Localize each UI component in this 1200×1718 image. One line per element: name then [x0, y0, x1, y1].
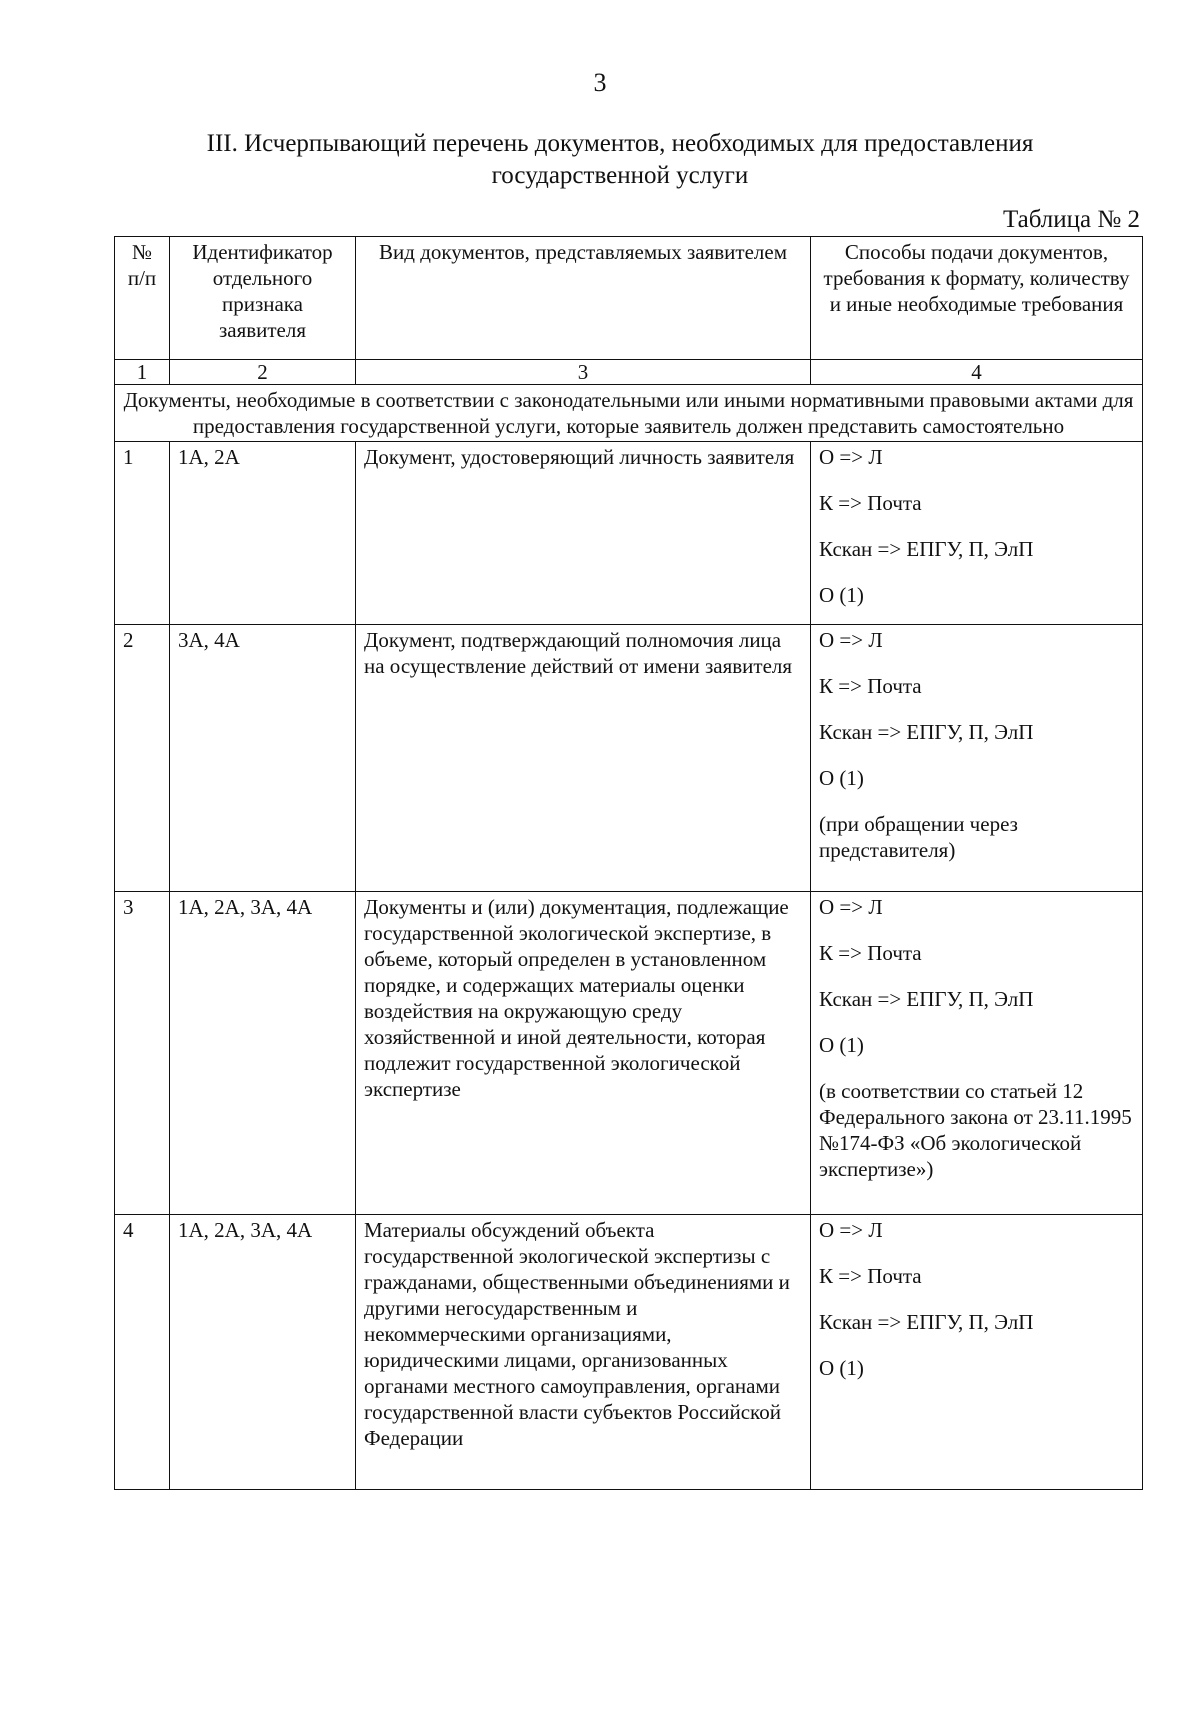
requirement-line: Кскан => ЕПГУ, П, ЭлП	[819, 987, 1034, 1011]
page-number: 3	[593, 68, 607, 97]
row-document: Документ, подтверждающий полномочия лица на осуществление действий от имени заявителя	[356, 625, 811, 892]
requirement-line: О => Л	[819, 895, 883, 919]
requirement-line: К => Почта	[819, 674, 922, 698]
requirement-line: О (1)	[819, 583, 864, 607]
row-identifier: 1А, 2А	[170, 442, 356, 625]
requirement-line: К => Почта	[819, 941, 922, 965]
row-identifier: 1А, 2А, 3А, 4А	[170, 1215, 356, 1490]
row-requirements	[811, 1215, 1143, 1490]
documents-table	[114, 236, 1143, 1490]
group-heading-row	[115, 385, 1143, 442]
header-row	[115, 237, 1143, 360]
table-row	[115, 892, 1143, 1215]
requirement-line: О => Л	[819, 1218, 883, 1242]
requirement-line: Кскан => ЕПГУ, П, ЭлП	[819, 720, 1034, 744]
section-title-line: государственной услуги	[491, 162, 749, 189]
requirement-line: О (1)	[819, 1356, 864, 1380]
row-requirements	[811, 442, 1143, 625]
table-row	[115, 442, 1143, 625]
group-heading: Документы, необходимые в соответствии с законодательными или иными нормативными правовыми актами для предоставления государственной услуги, которые заявитель должен представить самостоятельно	[115, 385, 1143, 442]
table-row	[115, 625, 1143, 892]
column-number-cell: 1	[115, 360, 170, 385]
requirement-line: О => Л	[819, 445, 883, 469]
section-title	[120, 128, 1120, 192]
table-row	[115, 1215, 1143, 1490]
header-cell-identifier: Идентификатор отдельного признака заявителя	[170, 237, 356, 360]
requirement-line: К => Почта	[819, 1264, 922, 1288]
row-requirements	[811, 625, 1143, 892]
column-number-cell: 2	[170, 360, 356, 385]
row-number: 4	[115, 1215, 170, 1490]
header-cell-num: № п/п	[115, 237, 170, 360]
row-document: Материалы обсуждений объекта государственной экологической экспертизы с гражданами, общественными объединениями и другими негосударственным и некоммерческими организациями, юридическими лицами, организованных органами местного самоуправления, органами государственной власти субъектов Российской Федерации	[356, 1215, 811, 1490]
row-identifier: 3А, 4А	[170, 625, 356, 892]
requirement-note: (в соответствии со статьей 12 Федерального закона от 23.11.1995 №174-ФЗ «Об экологической экспертизе»)	[819, 1079, 1132, 1181]
column-number-row	[115, 360, 1143, 385]
table-label: Таблица № 2	[1002, 206, 1140, 233]
requirement-line: О => Л	[819, 628, 883, 652]
row-document: Документ, удостоверяющий личность заявителя	[356, 442, 811, 625]
requirement-line: Кскан => ЕПГУ, П, ЭлП	[819, 537, 1034, 561]
row-number: 1	[115, 442, 170, 625]
row-identifier: 1А, 2А, 3А, 4А	[170, 892, 356, 1215]
requirement-line: К => Почта	[819, 491, 922, 515]
requirement-line: Кскан => ЕПГУ, П, ЭлП	[819, 1310, 1034, 1334]
requirement-line: О (1)	[819, 1033, 864, 1057]
requirement-line: О (1)	[819, 766, 864, 790]
row-number: 3	[115, 892, 170, 1215]
row-requirements	[811, 892, 1143, 1215]
column-number-cell: 4	[811, 360, 1143, 385]
requirement-note: (при обращении через представителя)	[819, 812, 1018, 862]
row-document: Документы и (или) документация, подлежащие государственной экологической экспертизе, в объеме, который определен в установленном порядке, и содержащих материалы оценки воздействия на окружающую среду хозяйственной и иной деятельности, которая подлежит государственной экологической экспертизе	[356, 892, 811, 1215]
row-number: 2	[115, 625, 170, 892]
header-cell-document: Вид документов, представляемых заявителем	[356, 237, 811, 360]
header-cell-requirements: Способы подачи документов, требования к формату, количеству и иные необходимые требования	[811, 237, 1143, 360]
column-number-cell: 3	[356, 360, 811, 385]
section-title-line: III. Исчерпывающий перечень документов, необходимых для предоставления	[206, 130, 1034, 157]
